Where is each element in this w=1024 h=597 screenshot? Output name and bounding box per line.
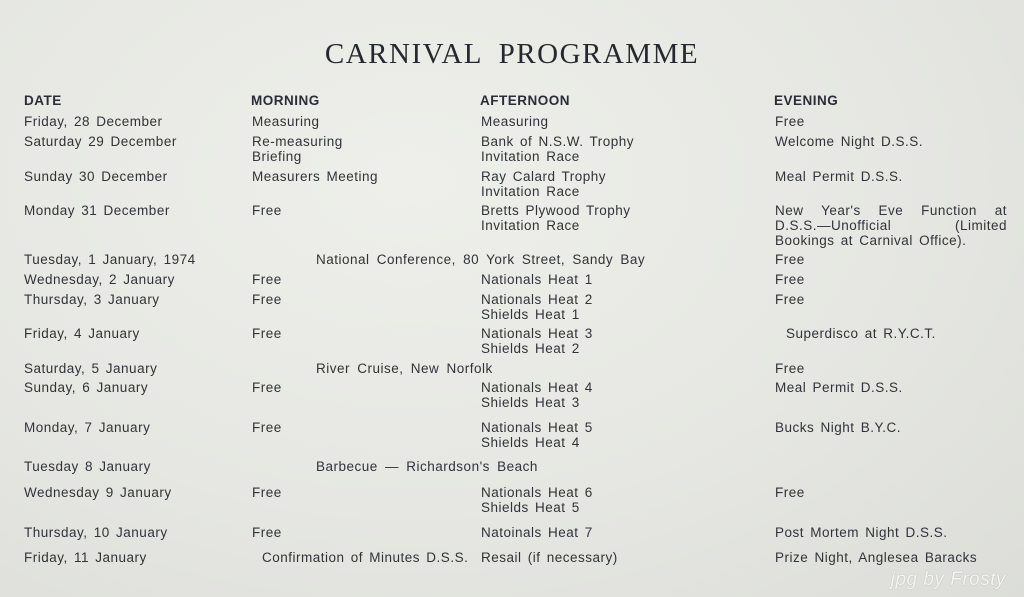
row-evening-line: Prize Night, Anglesea Baracks [775, 550, 978, 565]
row-evening-line: Meal Permit D.S.S. [775, 169, 903, 184]
row-afternoon-line: Natoinals Heat 7 [481, 525, 593, 540]
row-afternoon [481, 272, 593, 287]
row-afternoon-line: Nationals Heat 4 [481, 380, 593, 395]
row-evening-line: Free [775, 292, 805, 307]
row-afternoon-line: Invitation Race [481, 149, 580, 164]
row-afternoon-line: Bretts Plywood Trophy [481, 203, 631, 218]
row-morning [252, 272, 282, 287]
row-date: Tuesday, 1 January, 1974 [24, 252, 196, 267]
row-evening-line: Welcome Night D.S.S. [775, 134, 924, 149]
row-evening-line: Free [775, 485, 805, 500]
row-morning-line: Free [252, 292, 282, 307]
row-morning [252, 203, 282, 218]
row-afternoon [481, 134, 634, 164]
row-afternoon [481, 326, 593, 356]
row-evening: New Year's Eve Function at D.S.S.—Unofficial (Limited Bookings at Carnival Office). [775, 203, 1007, 248]
row-evening [775, 272, 805, 287]
row-afternoon-line: Shields Heat 3 [481, 395, 580, 410]
row-morning [252, 114, 320, 129]
row-morning-line: Free [252, 203, 282, 218]
row-evening [775, 114, 805, 129]
row-afternoon-line: Shields Heat 2 [481, 341, 580, 356]
row-evening-line: Post Mortem Night D.S.S. [775, 525, 948, 540]
row-date: Monday, 7 January [24, 420, 151, 435]
row-morning [252, 485, 282, 500]
row-all-day-event: River Cruise, New Norfolk [316, 361, 493, 376]
row-date: Saturday 29 December [24, 134, 177, 149]
row-afternoon-line: Measuring [481, 114, 549, 129]
row-date: Saturday, 5 January [24, 361, 158, 376]
row-all-day-event: Barbecue — Richardson's Beach [316, 459, 538, 474]
header-evening: EVENING [774, 93, 839, 108]
row-afternoon-line: Bank of N.S.W. Trophy [481, 134, 635, 149]
row-evening [775, 380, 903, 395]
header-date: DATE [24, 93, 62, 108]
row-date: Monday 31 December [24, 203, 170, 218]
row-date: Thursday, 3 January [24, 292, 160, 307]
row-evening-line: Meal Permit D.S.S. [775, 380, 903, 395]
row-morning [262, 550, 468, 565]
row-afternoon-line: Shields Heat 4 [481, 435, 580, 450]
row-morning-line: Free [252, 326, 282, 341]
header-morning: MORNING [251, 93, 320, 108]
row-date: Wednesday, 2 January [24, 272, 175, 287]
row-afternoon-line: Nationals Heat 2 [481, 292, 593, 307]
row-date: Friday, 28 December [24, 114, 163, 129]
row-morning-line: Free [252, 485, 282, 500]
row-date: Friday, 4 January [24, 326, 140, 341]
watermark: jpg by Frosty [890, 569, 1006, 590]
row-evening [786, 326, 936, 341]
row-morning [252, 292, 282, 307]
row-afternoon-line: Shields Heat 1 [481, 307, 580, 322]
row-morning-line: Measuring [252, 114, 320, 129]
row-morning-line: Confirmation of Minutes D.S.S. [262, 550, 469, 565]
row-evening [775, 485, 805, 500]
row-afternoon [481, 550, 618, 565]
row-morning [252, 420, 282, 435]
row-evening [775, 169, 903, 184]
row-evening-line: Bucks Night B.Y.C. [775, 420, 902, 435]
row-afternoon-line: Ray Calard Trophy [481, 169, 607, 184]
row-morning-line: Free [252, 380, 282, 395]
row-evening-line: Free [775, 361, 805, 376]
row-morning-line: Measurers Meeting [252, 169, 379, 184]
row-morning-line: Free [252, 525, 282, 540]
row-afternoon [481, 203, 631, 233]
row-afternoon-line: Nationals Heat 5 [481, 420, 593, 435]
row-morning [252, 326, 282, 341]
page-title: CARNIVAL PROGRAMME [324, 38, 700, 70]
row-afternoon-line: Nationals Heat 1 [481, 272, 593, 287]
row-evening [775, 292, 805, 307]
row-afternoon-line: Resail (if necessary) [481, 550, 618, 565]
row-evening [775, 420, 901, 435]
row-evening [775, 252, 805, 267]
row-morning-line: Free [252, 272, 282, 287]
row-evening [775, 525, 948, 540]
row-evening [775, 361, 805, 376]
row-afternoon-line: Nationals Heat 6 [481, 485, 593, 500]
row-afternoon [481, 114, 549, 129]
row-afternoon [481, 485, 593, 515]
row-afternoon [481, 380, 593, 410]
row-date: Thursday, 10 January [24, 525, 168, 540]
row-afternoon-line: Invitation Race [481, 218, 580, 233]
row-afternoon-line: Shields Heat 5 [481, 500, 580, 515]
row-afternoon-line: Nationals Heat 3 [481, 326, 593, 341]
row-evening-line: Free [775, 114, 805, 129]
row-date: Sunday, 6 January [24, 380, 149, 395]
row-date: Sunday 30 December [24, 169, 168, 184]
row-afternoon-line: Invitation Race [481, 184, 580, 199]
row-afternoon [481, 292, 593, 322]
row-morning-line: Re-measuring [252, 134, 343, 149]
row-all-day-event: National Conference, 80 York Street, Sandy Bay [316, 252, 646, 267]
row-evening [775, 134, 923, 149]
row-morning [252, 169, 378, 184]
row-evening-line: Free [775, 252, 805, 267]
row-afternoon [481, 169, 606, 199]
row-morning-line: Free [252, 420, 282, 435]
row-afternoon [481, 525, 593, 540]
row-morning [252, 134, 343, 164]
row-morning [252, 525, 282, 540]
header-afternoon: AFTERNOON [480, 93, 570, 108]
row-evening [775, 550, 977, 565]
row-date: Tuesday 8 January [24, 459, 151, 474]
row-morning-line: Briefing [252, 149, 302, 164]
row-date: Friday, 11 January [24, 550, 147, 565]
row-morning [252, 380, 282, 395]
row-evening-line: Superdisco at R.Y.C.T. [786, 326, 936, 341]
row-evening-line: Free [775, 272, 805, 287]
row-date: Wednesday 9 January [24, 485, 172, 500]
row-afternoon [481, 420, 593, 450]
